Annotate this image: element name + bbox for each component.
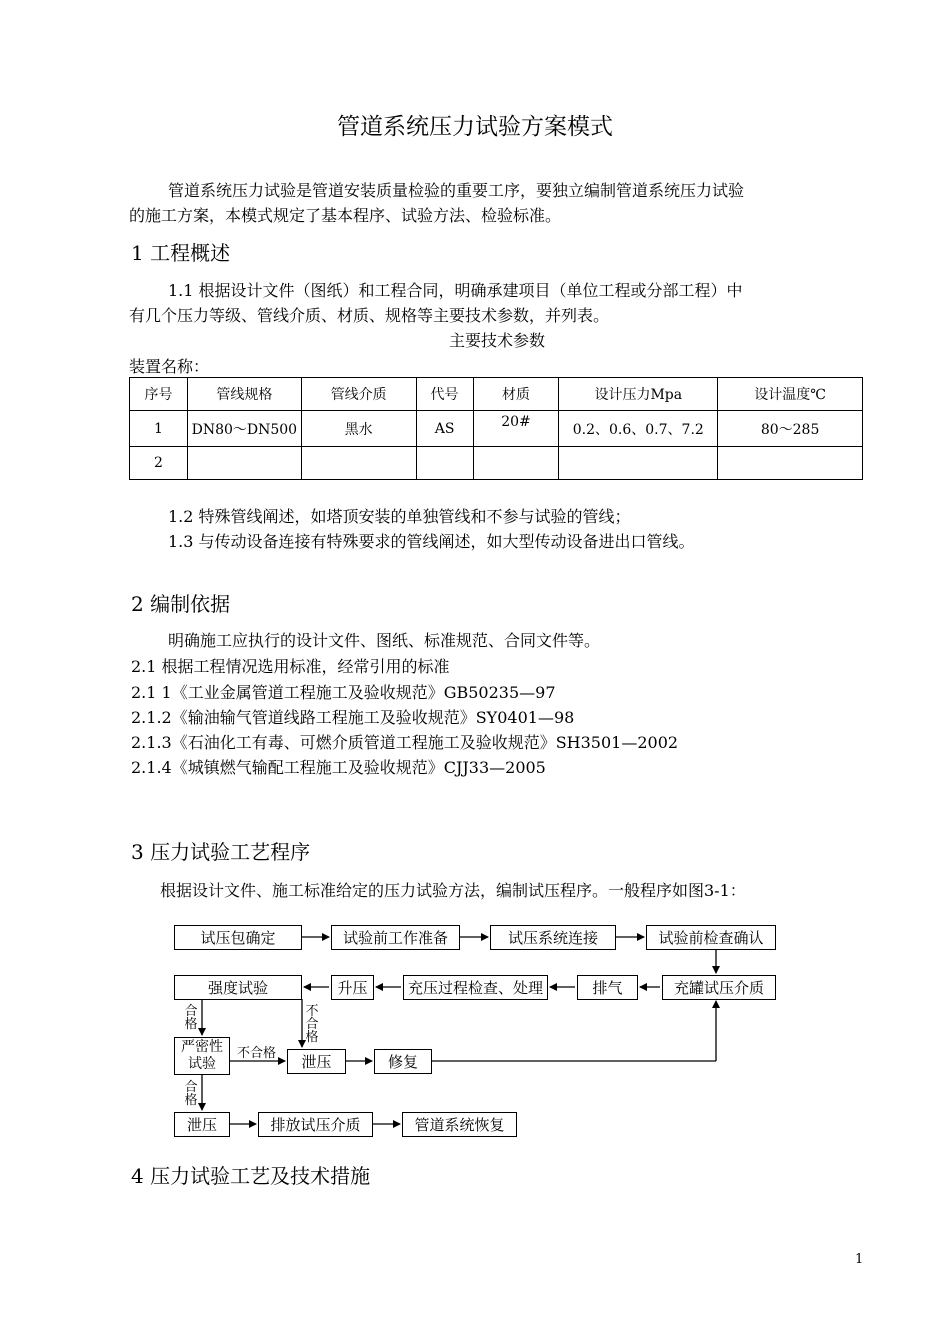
table-cell: 黑水: [301, 411, 416, 447]
flow-box-pre-test-check: 试验前检查确认: [646, 925, 776, 950]
table-header-cell: 设计压力Mpa: [559, 378, 718, 411]
reference-item: 2.1.2《输油输气管道线路工程施工及验收规范》SY0401—98: [131, 708, 575, 727]
flow-box-fill-check: 充压过程检查、处理: [403, 975, 548, 1000]
flow-box-release-pressure-final: 泄压: [174, 1112, 230, 1137]
intro-line-1: 管道系统压力试验是管道安装质量检验的重要工序，要独立编制管道系统压力试验: [168, 181, 745, 200]
section-2-heading: 2 编制依据: [131, 592, 231, 616]
flow-box-drain-medium: 排放试压介质: [258, 1112, 373, 1137]
flow-box-system-connection: 试压系统连接: [490, 925, 616, 950]
reference-item: 2.1.3《石油化工有毒、可燃介质管道工程施工及验收规范》SH3501—2002: [131, 733, 679, 752]
flow-box-strength-test: 强度试验: [174, 975, 302, 1000]
table-cell: 0.2、0.6、0.7、7.2: [559, 411, 718, 447]
paragraph-1-3: 1.3 与传动设备连接有特殊要求的管线阐述，如大型传动设备进出口管线。: [168, 532, 695, 551]
section-2-intro: 明确施工应执行的设计文件、图纸、标准规范、合同文件等。: [168, 631, 601, 650]
paragraph-1-2: 1.2 特殊管线阐述，如塔顶安装的单独管线和不参与试验的管线；: [168, 507, 631, 526]
paragraph-1-1-line-1: 1.1 根据设计文件（图纸）和工程合同，明确承建项目（单位工程或分部工程）中: [168, 281, 743, 300]
table-header-cell: 代号: [416, 378, 473, 411]
table-cell: 1: [130, 411, 188, 447]
flow-box-tightness-test: 严密性试验: [174, 1037, 230, 1075]
flow-box-test-package: 试压包确定: [174, 925, 302, 950]
table-cell: AS: [416, 411, 473, 447]
table-header-cell: 管线介质: [301, 378, 416, 411]
table-cell: 2: [130, 447, 188, 480]
reference-item: 2.1 1《工业金属管道工程施工及验收规范》GB50235—97: [131, 683, 556, 702]
flow-box-restore-system: 管道系统恢复: [402, 1112, 517, 1137]
section-4-heading: 4 压力试验工艺及技术措施: [131, 1164, 371, 1188]
flow-label-pass: 合格: [184, 1004, 198, 1032]
page-number: 1: [855, 1252, 864, 1267]
table-header-cell: 序号: [130, 378, 188, 411]
flow-box-pre-test-prep: 试验前工作准备: [331, 925, 460, 950]
flow-box-raise-pressure: 升压: [331, 975, 374, 1000]
flow-box-fill-medium: 充罐试压介质: [662, 975, 776, 1000]
document-title: 管道系统压力试验方案模式: [337, 114, 613, 140]
flow-label-fail: 不合格: [305, 1004, 319, 1045]
table-header-cell: 材质: [473, 378, 559, 411]
flow-box-vent: 排气: [577, 975, 638, 1000]
section-3-heading: 3 压力试验工艺程序: [131, 840, 311, 864]
flow-box-repair: 修复: [374, 1049, 432, 1074]
flow-label-fail: 不合格: [237, 1046, 277, 1061]
intro-line-2: 的施工方案，本模式规定了基本程序、试验方法、检验标准。: [129, 206, 562, 225]
reference-item: 2.1.4《城镇燃气输配工程施工及验收规范》CJJ33—2005: [131, 758, 546, 777]
table-header-cell: 设计温度℃: [718, 378, 863, 411]
device-name-label: 装置名称：: [129, 357, 210, 376]
section-1-heading: 1 工程概述: [131, 241, 231, 265]
table-cell: DN80～DN500: [187, 411, 301, 447]
table-header-cell: 管线规格: [187, 378, 301, 411]
paragraph-1-1-line-2: 有几个压力等级、管线介质、材质、规格等主要技术参数，并列表。: [129, 306, 610, 325]
table-caption: 主要技术参数: [448, 331, 545, 350]
flow-box-release-pressure: 泄压: [287, 1049, 346, 1074]
table-cell: 20#: [473, 411, 559, 447]
section-3-intro: 根据设计文件、施工标准给定的压力试验方法，编制试压程序。一般程序如图3-1：: [160, 881, 746, 900]
paragraph-2-1: 2.1 根据工程情况选用标准，经常引用的标准: [131, 657, 450, 676]
table-cell: 80～285: [718, 411, 863, 447]
flow-label-pass: 合格: [184, 1080, 198, 1108]
